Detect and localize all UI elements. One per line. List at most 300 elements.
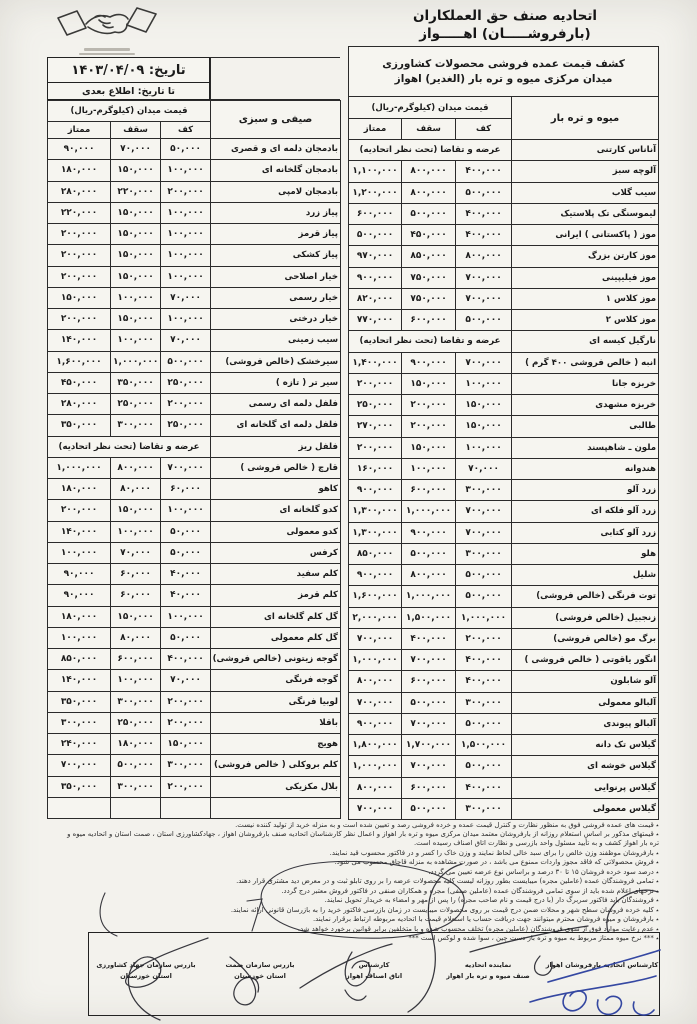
price-saghf: ۲۰۰,۰۰۰ bbox=[402, 395, 456, 416]
price-momtaz: ۱,۱۰۰,۰۰۰ bbox=[349, 161, 402, 182]
price-row bbox=[48, 585, 341, 606]
price-momtaz: ۳۰۰,۰۰۰ bbox=[48, 712, 111, 733]
footnote-line: ٭ نرخهای اعلام شده باید از سوی تمامی فروشندگان عمده (عاملین صنفی) مجره و همکاران صنفی در فاکتور فروش معتبر درج گردد. bbox=[58, 887, 659, 896]
valid-until: تا تاریخ: اطلاع بعدی bbox=[82, 85, 175, 97]
product-name: پیاز زرد bbox=[211, 202, 341, 223]
footnote-line: ٭ قیمت های عمده فروشی فوق به منظور نظارت و کنترل قیمت عمده و خرده فروشی رصد و تعیین شده است و به منزله خرید از تولید کننده نیست. bbox=[58, 821, 659, 830]
price-saghf: ۱۵۰,۰۰۰ bbox=[402, 437, 456, 458]
price-momtaz: ۲۰۰,۰۰۰ bbox=[48, 309, 111, 330]
price-row bbox=[349, 203, 659, 224]
signature-role-line2: اتاق اصناف اهواز bbox=[345, 972, 403, 981]
price-row bbox=[48, 564, 341, 585]
price-saghf: ۱,۵۰۰,۰۰۰ bbox=[402, 607, 456, 628]
price-saghf: ۷۰۰,۰۰۰ bbox=[402, 713, 456, 734]
price-momtaz: ۲۰۰,۰۰۰ bbox=[48, 224, 111, 245]
price-saghf: ۵۰۰,۰۰۰ bbox=[402, 798, 456, 819]
price-row bbox=[48, 542, 341, 563]
price-row bbox=[48, 649, 341, 670]
product-name: هویج bbox=[211, 734, 341, 755]
price-momtaz: ۷۰۰,۰۰۰ bbox=[349, 798, 402, 819]
col-header-kaf: کف bbox=[456, 119, 512, 140]
product-name: موز کلاس ۱ bbox=[512, 288, 659, 309]
product-name: لیموسنگی تک پلاستیک bbox=[512, 203, 659, 224]
price-momtaz: ۹۰۰,۰۰۰ bbox=[349, 713, 402, 734]
price-row bbox=[349, 692, 659, 713]
price-row bbox=[349, 310, 659, 331]
price-saghf: ۲۵۰,۰۰۰ bbox=[111, 712, 161, 733]
product-name: خیار درختی bbox=[211, 309, 341, 330]
product-name: گیلاس خوشه ای bbox=[512, 756, 659, 777]
price-momtaz: ۷۷۰,۰۰۰ bbox=[349, 310, 402, 331]
fruits-column-header: میوه و تره بار bbox=[512, 97, 659, 140]
price-kaf: ۷۰۰,۰۰۰ bbox=[161, 457, 211, 478]
price-saghf: ۲۵۰,۰۰۰ bbox=[111, 394, 161, 415]
product-name: هلو bbox=[512, 543, 659, 564]
price-kaf: ۵۰۰,۰۰۰ bbox=[456, 586, 512, 607]
price-row bbox=[349, 395, 659, 416]
price-row bbox=[349, 501, 659, 522]
price-saghf: ۵۰۰,۰۰۰ bbox=[402, 203, 456, 224]
price-saghf: ۸۵۰,۰۰۰ bbox=[402, 246, 456, 267]
price-row bbox=[349, 650, 659, 671]
price-momtaz: ۲۴۰,۰۰۰ bbox=[48, 734, 111, 755]
price-kaf: ۲۵۰,۰۰۰ bbox=[161, 415, 211, 436]
price-momtaz: ۲۰۰,۰۰۰ bbox=[48, 500, 111, 521]
price-momtaz: ۲۷۰,۰۰۰ bbox=[349, 416, 402, 437]
signature-block bbox=[317, 933, 431, 1015]
price-kaf: ۴۰۰,۰۰۰ bbox=[456, 203, 512, 224]
price-saghf: ۱,۰۰۰,۰۰۰ bbox=[402, 586, 456, 607]
price-momtaz: ۸۲۰,۰۰۰ bbox=[349, 288, 402, 309]
product-name: کدو گلخانه ای bbox=[211, 500, 341, 521]
price-kaf: ۷۰۰,۰۰۰ bbox=[456, 501, 512, 522]
product-name: موز فیلیپینی bbox=[512, 267, 659, 288]
price-row bbox=[48, 500, 341, 521]
product-name: شلیل bbox=[512, 565, 659, 586]
price-kaf: ۱۵۰,۰۰۰ bbox=[456, 395, 512, 416]
price-row bbox=[48, 734, 341, 755]
price-kaf: ۱۰۰,۰۰۰ bbox=[456, 373, 512, 394]
price-saghf: ۴۵۰,۰۰۰ bbox=[402, 225, 456, 246]
price-row bbox=[48, 797, 341, 818]
title-line2: میدان مرکزی میوه و تره بار (الغدیر) اهواز bbox=[394, 72, 613, 85]
footnote-line: ٭ فروشندگان باید فاکتور سربرگ دار (با درج قیمت و نام صاحب مجره) را پس از مهر و امضاء به خریدار تحویل نمایند. bbox=[58, 896, 659, 905]
product-name: انگور یاقوتی ( خالص فروشی ) bbox=[512, 650, 659, 671]
product-name: کدو معمولی bbox=[211, 521, 341, 542]
price-kaf: ۶۰,۰۰۰ bbox=[161, 479, 211, 500]
price-row bbox=[48, 160, 341, 181]
price-momtaz: ۹۰۰,۰۰۰ bbox=[349, 267, 402, 288]
price-kaf: ۵۰۰,۰۰۰ bbox=[456, 713, 512, 734]
price-momtaz: ۹۰۰,۰۰۰ bbox=[349, 480, 402, 501]
price-saghf bbox=[111, 797, 161, 818]
product-name: زنجبیل (خالص فروشی) bbox=[512, 607, 659, 628]
product-name: سیر تر ( تازه ) bbox=[211, 372, 341, 393]
logo-fineprint-line bbox=[79, 53, 135, 56]
price-row bbox=[349, 522, 659, 543]
price-saghf: ۶۰۰,۰۰۰ bbox=[402, 777, 456, 798]
price-kaf: ۷۰,۰۰۰ bbox=[161, 670, 211, 691]
signature-role-line1: نماینده اتحادیه bbox=[464, 961, 512, 969]
price-momtaz: ۷۰۰,۰۰۰ bbox=[349, 628, 402, 649]
product-name: سیب زمینی bbox=[211, 330, 341, 351]
footnote-line: ٭ فروش محصولاتی که فاقد مجوز واردات ممنوع می باشد ، در صورت مشاهده به منزله قاچاق محسوب می شود. bbox=[58, 858, 659, 867]
product-name: بلال مکزیکی bbox=[211, 776, 341, 797]
footnote-line: ٭ *** نرخ میوه ممتاز مربوط به میوه و تره بار دست چین ، سوا شده و لوکس است *** bbox=[58, 934, 659, 943]
union-logo bbox=[52, 2, 162, 55]
price-row bbox=[349, 628, 659, 649]
price-kaf: ۵۰,۰۰۰ bbox=[161, 627, 211, 648]
footnotes bbox=[58, 821, 659, 944]
price-row bbox=[349, 607, 659, 628]
price-saghf: ۹۰۰,۰۰۰ bbox=[402, 352, 456, 373]
product-name: نارگیل کیسه ای bbox=[512, 331, 659, 352]
price-unit-header: قیمت میدان (کیلوگرم-ریال) bbox=[349, 97, 512, 119]
product-name: باقلا bbox=[211, 712, 341, 733]
price-kaf: ۲۰۰,۰۰۰ bbox=[161, 394, 211, 415]
price-kaf: ۳۰۰,۰۰۰ bbox=[456, 543, 512, 564]
price-momtaz: ۱,۸۰۰,۰۰۰ bbox=[349, 735, 402, 756]
price-saghf: ۸۰۰,۰۰۰ bbox=[402, 161, 456, 182]
product-name: خیار رسمی bbox=[211, 287, 341, 308]
product-name: کلم بروکلی ( خالص فروشی) bbox=[211, 755, 341, 776]
product-name: گوجه فرنگی bbox=[211, 670, 341, 691]
product-name: خربزه مشهدی bbox=[512, 395, 659, 416]
price-row bbox=[349, 756, 659, 777]
price-kaf: ۲۰۰,۰۰۰ bbox=[161, 776, 211, 797]
product-name: کلم سفید bbox=[211, 564, 341, 585]
price-momtaz: ۸۰۰,۰۰۰ bbox=[349, 777, 402, 798]
product-name: ملون ـ شاهپسند bbox=[512, 437, 659, 458]
product-name: آناناس کارتنی bbox=[512, 140, 659, 161]
price-kaf: ۸۰۰,۰۰۰ bbox=[456, 246, 512, 267]
price-momtaz: ۵۰۰,۰۰۰ bbox=[349, 225, 402, 246]
price-momtaz: ۲,۰۰۰,۰۰۰ bbox=[349, 607, 402, 628]
price-saghf: ۶۰۰,۰۰۰ bbox=[111, 649, 161, 670]
price-kaf: ۱۰۰,۰۰۰ bbox=[161, 606, 211, 627]
price-kaf: ۴۰۰,۰۰۰ bbox=[456, 671, 512, 692]
price-momtaz: ۳۵۰,۰۰۰ bbox=[48, 776, 111, 797]
price-momtaz: ۷۰۰,۰۰۰ bbox=[48, 755, 111, 776]
signature-block bbox=[545, 933, 659, 1015]
price-row bbox=[48, 521, 341, 542]
price-kaf bbox=[161, 797, 211, 818]
product-name: کاهو bbox=[211, 479, 341, 500]
price-row bbox=[349, 543, 659, 564]
price-momtaz: ۲۰۰,۰۰۰ bbox=[349, 437, 402, 458]
price-row bbox=[48, 479, 341, 500]
price-kaf: ۴۰۰,۰۰۰ bbox=[161, 649, 211, 670]
price-saghf: ۱,۷۰۰,۰۰۰ bbox=[402, 735, 456, 756]
price-row bbox=[349, 246, 659, 267]
price-kaf: ۱۰۰,۰۰۰ bbox=[161, 202, 211, 223]
signature-block bbox=[89, 933, 203, 1015]
price-saghf: ۷۵۰,۰۰۰ bbox=[402, 288, 456, 309]
price-row bbox=[349, 671, 659, 692]
price-row bbox=[349, 416, 659, 437]
price-saghf: ۳۰۰,۰۰۰ bbox=[111, 691, 161, 712]
price-momtaz: ۱,۲۰۰,۰۰۰ bbox=[349, 182, 402, 203]
product-name: کرفس bbox=[211, 542, 341, 563]
price-momtaz: ۹۰,۰۰۰ bbox=[48, 139, 111, 160]
price-saghf: ۳۰۰,۰۰۰ bbox=[111, 776, 161, 797]
price-momtaz: ۹۰,۰۰۰ bbox=[48, 564, 111, 585]
price-row bbox=[349, 777, 659, 798]
price-momtaz: ۱,۰۰۰,۰۰۰ bbox=[349, 650, 402, 671]
product-name: گیلاس تک دانه bbox=[512, 735, 659, 756]
price-momtaz: ۲۰۰,۰۰۰ bbox=[48, 245, 111, 266]
price-kaf: ۵۰۰,۰۰۰ bbox=[456, 310, 512, 331]
price-momtaz: ۱,۳۰۰,۰۰۰ bbox=[349, 522, 402, 543]
product-name: بادمجان لامپی bbox=[211, 181, 341, 202]
price-momtaz: ۱,۶۰۰,۰۰۰ bbox=[48, 351, 111, 372]
price-row bbox=[48, 330, 341, 351]
price-saghf: ۱۵۰,۰۰۰ bbox=[111, 266, 161, 287]
price-momtaz: ۲۲۰,۰۰۰ bbox=[48, 202, 111, 223]
price-row bbox=[349, 352, 659, 373]
price-row bbox=[48, 415, 341, 436]
price-kaf: ۲۰۰,۰۰۰ bbox=[456, 628, 512, 649]
price-kaf: ۷۰۰,۰۰۰ bbox=[456, 288, 512, 309]
price-row bbox=[349, 480, 659, 501]
price-momtaz: ۲۸۰,۰۰۰ bbox=[48, 394, 111, 415]
document-title bbox=[349, 47, 659, 97]
org-header bbox=[350, 7, 660, 43]
product-name: گل کلم معمولی bbox=[211, 627, 341, 648]
price-row bbox=[48, 181, 341, 202]
col-header-saghf: سقف bbox=[402, 119, 456, 140]
price-momtaz: ۱,۶۰۰,۰۰۰ bbox=[349, 586, 402, 607]
price-momtaz: ۱۴۰,۰۰۰ bbox=[48, 330, 111, 351]
price-kaf: ۴۰,۰۰۰ bbox=[161, 564, 211, 585]
price-momtaz: ۹۰,۰۰۰ bbox=[48, 585, 111, 606]
price-momtaz: ۱,۳۰۰,۰۰۰ bbox=[349, 501, 402, 522]
product-name: برگ مو (خالص فروشی) bbox=[512, 628, 659, 649]
price-kaf: ۱۰۰,۰۰۰ bbox=[161, 160, 211, 181]
price-row bbox=[349, 288, 659, 309]
price-saghf: ۱۵۰,۰۰۰ bbox=[111, 202, 161, 223]
price-momtaz: ۱۸۰,۰۰۰ bbox=[48, 606, 111, 627]
price-row bbox=[48, 606, 341, 627]
price-row bbox=[48, 627, 341, 648]
product-name: زرد آلو کتابی bbox=[512, 522, 659, 543]
price-saghf: ۹۰۰,۰۰۰ bbox=[402, 522, 456, 543]
product-name: سیب گلاب bbox=[512, 182, 659, 203]
price-momtaz bbox=[48, 797, 111, 818]
signature-role-line1: کارشناس اتحادیه بارفروشان اهواز bbox=[545, 961, 659, 969]
price-unit-header: قیمت میدان (کیلوگرم-ریال) bbox=[48, 101, 211, 122]
price-kaf: ۷۰۰,۰۰۰ bbox=[456, 267, 512, 288]
price-kaf: ۱۰۰,۰۰۰ bbox=[161, 309, 211, 330]
price-kaf: ۳۰۰,۰۰۰ bbox=[161, 755, 211, 776]
price-kaf: ۵۰۰,۰۰۰ bbox=[456, 756, 512, 777]
price-saghf: ۱۰۰,۰۰۰ bbox=[402, 458, 456, 479]
price-momtaz: ۱۸۰,۰۰۰ bbox=[48, 479, 111, 500]
price-saghf: ۲۲۰,۰۰۰ bbox=[111, 181, 161, 202]
product-name bbox=[211, 797, 341, 818]
price-saghf: ۷۰,۰۰۰ bbox=[111, 139, 161, 160]
date-value: تاریخ: ۱۴۰۳/۰۴/۰۹ bbox=[48, 58, 209, 83]
price-kaf: ۴۰,۰۰۰ bbox=[161, 585, 211, 606]
product-name: موز کارتن بزرگ bbox=[512, 246, 659, 267]
price-kaf: ۱۵۰,۰۰۰ bbox=[161, 734, 211, 755]
fruits-table bbox=[348, 46, 659, 820]
price-saghf: ۱۵۰,۰۰۰ bbox=[111, 245, 161, 266]
product-name: آلوچه سبز bbox=[512, 161, 659, 182]
price-saghf: ۷۰۰,۰۰۰ bbox=[402, 756, 456, 777]
price-saghf: ۸۰۰,۰۰۰ bbox=[402, 565, 456, 586]
price-saghf: ۱۵۰,۰۰۰ bbox=[402, 373, 456, 394]
footnote-line: ٭ تمامی فروشندگان عمده (عاملین مجره) میبایست بطور روزانه لیست کلیه محصولات عرضه را بر روی تابلو ثبت و در معرض دید مشتری قرار دهند. bbox=[58, 877, 659, 886]
footnote-line: ٭ قیمتهای مذکور بر اساس استعلام روزانه از بارفروشان معتمد میدان مرکزی میوه و تره بار اهواز و اعمال نظر کارشناسان اتحادیه صنف بارفروشان اهواز ، جهادکشاورزی استان ، صمت استان و اتحادیه میوه و تره بار اهواز کشف و به تأیید مسئول واحد بازرسی و نظارت اتاق اصناف رسیده است. bbox=[58, 830, 659, 848]
footnote-line: ٭ درصد سود خرده فروشان ۱۵ تا ۳۰ درصد و براساس نوع عرضه تعیین می گردد. bbox=[58, 868, 659, 877]
price-momtaz: ۲۵۰,۰۰۰ bbox=[349, 395, 402, 416]
col-header-momtaz: ممتاز bbox=[349, 119, 402, 140]
col-header-kaf: کف bbox=[161, 122, 211, 139]
product-name: گوجه زیتونی (خالص فروشی) bbox=[211, 649, 341, 670]
product-name: فلفل دلمه ای گلخانه ای bbox=[211, 415, 341, 436]
price-momtaz: ۸۰۰,۰۰۰ bbox=[349, 671, 402, 692]
price-momtaz: ۷۰۰,۰۰۰ bbox=[349, 692, 402, 713]
price-kaf: ۴۰۰,۰۰۰ bbox=[456, 650, 512, 671]
price-saghf: ۴۰۰,۰۰۰ bbox=[402, 628, 456, 649]
price-row bbox=[48, 245, 341, 266]
price-kaf: ۱۰۰,۰۰۰ bbox=[456, 437, 512, 458]
price-momtaz: ۳۵۰,۰۰۰ bbox=[48, 415, 111, 436]
price-saghf: ۶۰۰,۰۰۰ bbox=[402, 310, 456, 331]
price-momtaz: ۱۴۰,۰۰۰ bbox=[48, 521, 111, 542]
price-row bbox=[48, 202, 341, 223]
handshake-icon bbox=[55, 2, 159, 46]
price-kaf: ۱۵۰,۰۰۰ bbox=[456, 416, 512, 437]
price-kaf: ۳۰۰,۰۰۰ bbox=[456, 798, 512, 819]
price-kaf: ۲۰۰,۰۰۰ bbox=[161, 691, 211, 712]
price-row bbox=[349, 331, 659, 352]
price-saghf: ۷۰۰,۰۰۰ bbox=[402, 650, 456, 671]
product-name: موز کلاس ۲ bbox=[512, 310, 659, 331]
product-name: کلم قرمز bbox=[211, 585, 341, 606]
signature-block bbox=[431, 933, 545, 1015]
price-momtaz: ۸۵۰,۰۰۰ bbox=[48, 649, 111, 670]
price-row bbox=[48, 287, 341, 308]
price-saghf: ۸۰۰,۰۰۰ bbox=[402, 182, 456, 203]
product-name: آلبالو پیوندی bbox=[512, 713, 659, 734]
product-name: گل کلم گلخانه ای bbox=[211, 606, 341, 627]
price-momtaz: ۱۴۰,۰۰۰ bbox=[48, 670, 111, 691]
price-row bbox=[349, 735, 659, 756]
signatures-box bbox=[88, 932, 660, 1016]
price-saghf: ۸۰,۰۰۰ bbox=[111, 627, 161, 648]
product-name: طالبی bbox=[512, 416, 659, 437]
product-name: سیرخشک (خالص فروشی) bbox=[211, 351, 341, 372]
price-kaf: ۷۰۰,۰۰۰ bbox=[456, 352, 512, 373]
product-name: زرد آلو bbox=[512, 480, 659, 501]
price-row bbox=[48, 457, 341, 478]
date-box bbox=[47, 57, 210, 100]
supply-demand-cell: عرضه و تقاضا (تحت نظر اتحادیه) bbox=[48, 436, 211, 457]
price-row bbox=[48, 394, 341, 415]
price-saghf: ۱۵۰,۰۰۰ bbox=[111, 309, 161, 330]
price-saghf: ۱۵۰,۰۰۰ bbox=[111, 160, 161, 181]
supply-demand-cell: عرضه و تقاضا (تحت نظر اتحادیه) bbox=[349, 140, 512, 161]
price-kaf: ۱۰۰,۰۰۰ bbox=[161, 245, 211, 266]
product-name: توت فرنگی (خالص فروشی) bbox=[512, 586, 659, 607]
price-kaf: ۷۰۰,۰۰۰ bbox=[456, 522, 512, 543]
price-kaf: ۴۰۰,۰۰۰ bbox=[456, 161, 512, 182]
product-name: آلو شابلون bbox=[512, 671, 659, 692]
col-header-momtaz: ممتاز bbox=[48, 122, 111, 139]
price-momtaz: ۱۵۰,۰۰۰ bbox=[48, 287, 111, 308]
price-row bbox=[48, 712, 341, 733]
price-saghf: ۶۰,۰۰۰ bbox=[111, 564, 161, 585]
price-row bbox=[349, 437, 659, 458]
supply-demand-cell: عرضه و تقاضا (تحت نظر اتحادیه) bbox=[349, 331, 512, 352]
price-row bbox=[349, 713, 659, 734]
product-name: قارچ ( خالص فروشی ) bbox=[211, 457, 341, 478]
org-name-line1: اتحادیه صنف حق العملکاران bbox=[412, 8, 598, 24]
product-name: گیلاس معمولی bbox=[512, 798, 659, 819]
price-momtaz: ۲۰۰,۰۰۰ bbox=[48, 266, 111, 287]
price-kaf: ۵۰,۰۰۰ bbox=[161, 139, 211, 160]
product-name: گیلاس پرنوایی bbox=[512, 777, 659, 798]
price-row bbox=[349, 225, 659, 246]
signature-role-line2: صنف میوه و تره بار اهواز bbox=[446, 972, 530, 981]
price-row bbox=[349, 565, 659, 586]
product-name: خیار اصلاحی bbox=[211, 266, 341, 287]
price-saghf: ۱۰۰,۰۰۰ bbox=[111, 670, 161, 691]
product-name: پیاز قرمز bbox=[211, 224, 341, 245]
price-momtaz: ۹۷۰,۰۰۰ bbox=[349, 246, 402, 267]
price-kaf: ۴۰۰,۰۰۰ bbox=[456, 777, 512, 798]
price-momtaz: ۲۰۰,۰۰۰ bbox=[349, 373, 402, 394]
product-name: خربزه جانا bbox=[512, 373, 659, 394]
price-row bbox=[48, 776, 341, 797]
product-name: انبه ( خالص فروشی ۴۰۰ گرم ) bbox=[512, 352, 659, 373]
price-momtaz: ۴۵۰,۰۰۰ bbox=[48, 372, 111, 393]
signature-role-line1: بازرس سازمان صمت bbox=[225, 961, 295, 969]
price-kaf: ۲۰۰,۰۰۰ bbox=[161, 712, 211, 733]
price-saghf: ۶۰۰,۰۰۰ bbox=[402, 480, 456, 501]
price-row bbox=[48, 372, 341, 393]
signature-block bbox=[203, 933, 317, 1015]
price-saghf: ۱۸۰,۰۰۰ bbox=[111, 734, 161, 755]
price-kaf: ۷۰,۰۰۰ bbox=[456, 458, 512, 479]
price-saghf: ۱۵۰,۰۰۰ bbox=[111, 224, 161, 245]
price-kaf: ۳۰۰,۰۰۰ bbox=[456, 480, 512, 501]
col-header-saghf: سقف bbox=[111, 122, 161, 139]
price-kaf: ۳۰۰,۰۰۰ bbox=[456, 692, 512, 713]
signature-role-line1: بازرس سازمان جهاد کشاورزی bbox=[96, 961, 196, 969]
price-momtaz: ۲۸۰,۰۰۰ bbox=[48, 181, 111, 202]
price-row bbox=[349, 267, 659, 288]
price-row bbox=[48, 755, 341, 776]
price-kaf: ۱۰۰,۰۰۰ bbox=[161, 500, 211, 521]
price-saghf: ۱۵۰,۰۰۰ bbox=[111, 606, 161, 627]
price-saghf: ۲۰۰,۰۰۰ bbox=[402, 416, 456, 437]
signature-role-line1: کارشناس bbox=[358, 961, 390, 969]
product-name: زرد آلو فلکه ای bbox=[512, 501, 659, 522]
price-row bbox=[349, 161, 659, 182]
price-saghf: ۵۰۰,۰۰۰ bbox=[111, 755, 161, 776]
price-momtaz: ۱,۴۰۰,۰۰۰ bbox=[349, 352, 402, 373]
price-momtaz: ۶۰۰,۰۰۰ bbox=[349, 203, 402, 224]
price-saghf: ۶۰,۰۰۰ bbox=[111, 585, 161, 606]
product-name: بادمجان دلمه ای و قصری bbox=[211, 139, 341, 160]
product-name: موز ( پاکستانی ) ایرانی bbox=[512, 225, 659, 246]
price-row bbox=[48, 436, 341, 457]
product-name: فلفل ریز bbox=[211, 436, 341, 457]
price-row bbox=[48, 224, 341, 245]
